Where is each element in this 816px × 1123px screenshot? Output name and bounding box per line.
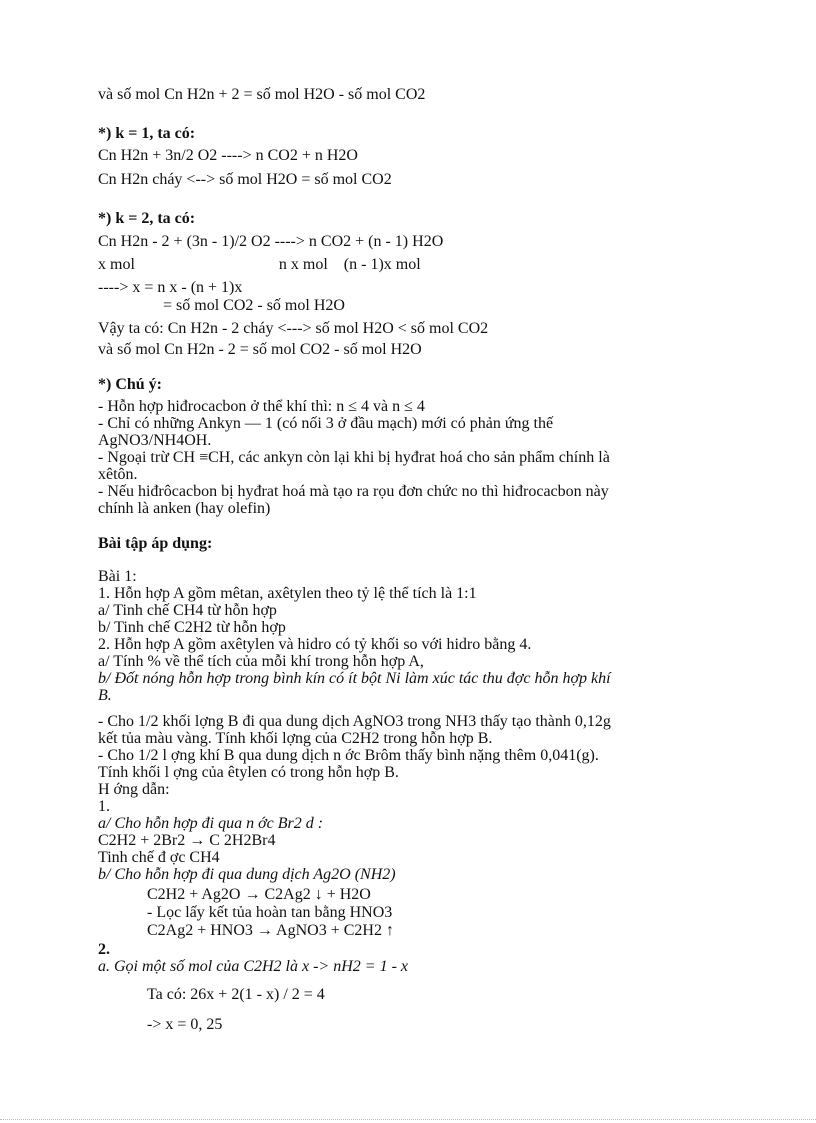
text-line: C2Ag2 + HNO3 → AgNO3 + C2H2 ↑ — [147, 922, 394, 939]
text-line: Ta có: 26x + 2(1 - x) / 2 = 4 — [147, 986, 325, 1003]
text-line: - Ngoại trừ CH ≡CH, các ankyn còn lại khi bị hyđrat hoá cho sản phẩm chính là — [98, 449, 610, 466]
text-line: AgNO3/NH4OH. — [98, 432, 212, 449]
text-line: 2. — [98, 941, 110, 958]
text-line: Cn H2n + 3n/2 O2 ----> n CO2 + n H2O — [98, 147, 358, 164]
text-line: H ớng dẫn: — [98, 781, 170, 798]
text-line: 1. Hỗn hợp A gồm mêtan, axêtylen theo tỷ lệ thể tích là 1:1 — [98, 585, 477, 602]
text-line: kết tủa màu vàng. Tính khối lợng của C2H2 trong hỗn hợp B. — [98, 730, 493, 747]
text-line: chính là anken (hay olefin) — [98, 500, 271, 517]
text-line: và số mol Cn H2n - 2 = số mol CO2 - số mol H2O — [98, 341, 422, 358]
text-line: Cn H2n - 2 + (3n - 1)/2 O2 ----> n CO2 + (n - 1) H2O — [98, 233, 444, 250]
text-line: - Chỉ có những Ankyn — 1 (có nối 3 ở đầu mạch) mới có phản ứng thế — [98, 415, 554, 432]
text-line: Tinh chế đ ợc CH4 — [98, 849, 220, 866]
text-line: C2H2 + 2Br2 → C 2H2Br4 — [98, 832, 276, 849]
section-heading: Bài tập áp dụng: — [98, 535, 213, 552]
text-line: - Nếu hiđrôcacbon bị hyđrat hoá mà tạo ra rọu đơn chức no thì hiđrocacbon này — [98, 483, 609, 500]
text-line: C2H2 + Ag2O → C2Ag2 ↓ + H2O — [147, 886, 371, 903]
text-line: - Cho 1/2 khối lợng B đi qua dung dịch AgNO3 trong NH3 thấy tạo thành 0,12g — [98, 713, 611, 730]
section-heading: *) k = 2, ta có: — [98, 210, 196, 227]
text-line: -> x = 0, 25 — [147, 1016, 223, 1033]
text-line: Vậy ta có: Cn H2n - 2 cháy <---> số mol H2O < số mol CO2 — [98, 320, 489, 337]
text-line: 1. — [98, 798, 110, 815]
text-line: Cn H2n cháy <--> số mol H2O = số mol CO2 — [98, 171, 392, 188]
text-line: a/ Tính % về thể tích của mỗi khí trong hỗn hợp A, — [98, 653, 424, 670]
text-line: b/ Cho hỗn hợp đi qua dung dịch Ag2O (NH2) — [98, 866, 396, 883]
text-line: Tính khối l ợng của êtylen có trong hỗn hợp B. — [98, 764, 399, 781]
text-line: a/ Cho hỗn hợp đi qua n ớc Br2 d : — [98, 815, 324, 832]
text-line: - Cho 1/2 l ợng khí B qua dung dịch n ớc Brôm thấy bình nặng thêm 0,041(g). — [98, 747, 599, 764]
page-bottom-rule — [0, 1119, 816, 1120]
text-line: - Lọc lấy kết tủa hoàn tan bằng HNO3 — [147, 904, 393, 921]
text-line: ----> x = n x - (n + 1)x — [98, 279, 243, 296]
section-heading: *) Chú ý: — [98, 376, 163, 393]
text-line: = số mol CO2 - số mol H2O — [163, 297, 345, 314]
text-line: b/ Tinh chế C2H2 từ hỗn hợp — [98, 619, 286, 636]
text-line: b/ Đốt nóng hỗn hợp trong bình kín có ít bột Ni làm xúc tác thu đợc hỗn hợp khí — [98, 670, 611, 687]
text-line: x mol n x mol (n - 1)x mol — [98, 256, 421, 273]
text-line: a. Gọi một số mol của C2H2 là x -> nH2 = 1 - x — [98, 958, 409, 975]
text-line: B. — [98, 687, 112, 704]
text-line: xêtôn. — [98, 466, 138, 483]
text-line: và số mol Cn H2n + 2 = số mol H2O - số mol CO2 — [98, 86, 426, 103]
text-line: - Hỗn hợp hiđrocacbon ở thể khí thì: n ≤ 4 và n ≤ 4 — [98, 398, 425, 415]
text-line: a/ Tinh chế CH4 từ hỗn hợp — [98, 602, 277, 619]
text-line: Bài 1: — [98, 568, 137, 585]
section-heading: *) k = 1, ta có: — [98, 125, 196, 142]
text-line: 2. Hỗn hợp A gồm axêtylen và hidro có tỷ khối so với hidro bằng 4. — [98, 636, 532, 653]
